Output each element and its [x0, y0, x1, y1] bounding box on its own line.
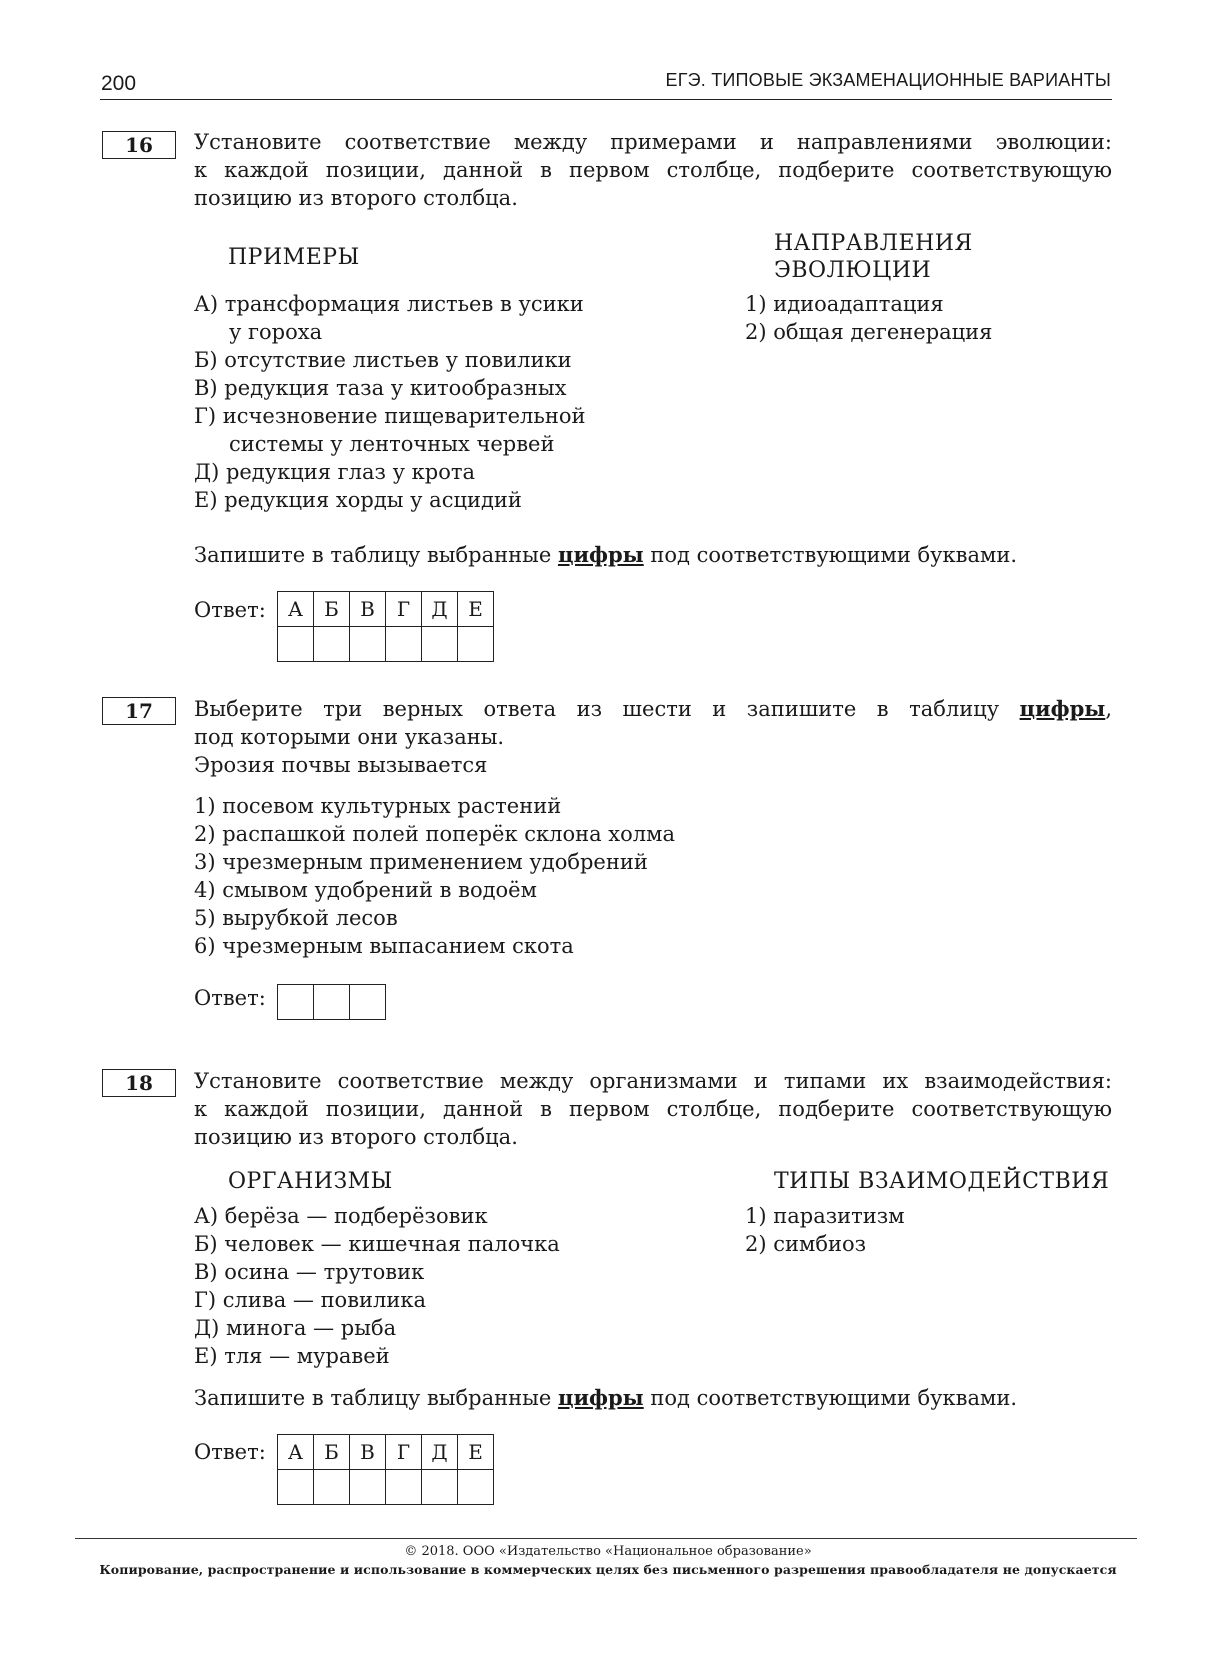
answer-input-row — [278, 985, 386, 1020]
footer-copyright: © 2018. ООО «Издательство «Национальное образование» — [404, 1544, 812, 1559]
question-17-answer-table — [277, 984, 386, 1020]
column-title-line: НАПРАВЛЕНИЯ — [774, 231, 973, 256]
list-item: 1) паразитизм — [745, 1204, 905, 1228]
answer-cell[interactable] — [278, 985, 314, 1020]
question-18-organisms-list — [194, 1202, 560, 1370]
list-item: у гороха — [229, 320, 323, 344]
answer-input-row — [278, 1470, 494, 1505]
instruction-text: Запишите в таблицу выбранные — [194, 543, 558, 567]
list-item: Г) слива — повилика — [194, 1288, 427, 1312]
answer-cell[interactable] — [314, 985, 350, 1020]
question-18-answer-table — [277, 1434, 494, 1505]
instruction-text: Запишите в таблицу выбранные — [194, 1386, 558, 1410]
answer-cell[interactable] — [386, 627, 422, 662]
column-title-line: ЭВОЛЮЦИИ — [774, 258, 932, 283]
question-17-options-list — [194, 792, 675, 960]
letter-cell: Б — [314, 592, 350, 627]
prompt-emphasis: цифры — [1019, 696, 1106, 721]
question-17-prompt — [194, 695, 1112, 779]
instruction-text: под соответствующими буквами. — [643, 543, 1018, 567]
answer-cell[interactable] — [422, 1470, 458, 1505]
list-item: А) берёза — подберёзовик — [194, 1204, 488, 1228]
answer-label: Ответ: — [194, 1440, 266, 1464]
answer-letters-row — [278, 1435, 494, 1470]
answer-cell[interactable] — [350, 1470, 386, 1505]
instruction-text: под соответствующими буквами. — [643, 1386, 1018, 1410]
question-16-directions-list — [745, 290, 992, 346]
prompt-line: под которыми они указаны. — [194, 725, 505, 749]
answer-cell[interactable] — [278, 627, 314, 662]
question-16-number: 16 — [102, 131, 176, 159]
answer-cell[interactable] — [278, 1470, 314, 1505]
question-18-interaction-types-list — [745, 1202, 905, 1258]
running-header-title: ЕГЭ. ТИПОВЫЕ ЭКЗАМЕНАЦИОННЫЕ ВАРИАНТЫ — [665, 70, 1111, 90]
question-16-prompt — [194, 128, 1112, 212]
letter-cell: Е — [458, 592, 494, 627]
prompt-line: позицию из второго столбца. — [194, 186, 518, 210]
instruction-emphasis: цифры — [557, 1385, 644, 1410]
prompt-text: , — [1105, 697, 1112, 721]
list-item: 2) общая дегенерация — [745, 320, 993, 344]
question-18-instruction — [194, 1384, 1017, 1412]
page-number: 200 — [101, 72, 137, 95]
list-item: Е) тля — муравей — [194, 1344, 390, 1368]
list-item: В) редукция таза у китообразных — [194, 376, 567, 400]
prompt-text: Выберите три верных ответа из шести и запишите в таблицу — [194, 697, 1020, 721]
list-item: системы у ленточных червей — [229, 432, 555, 456]
answer-cell[interactable] — [458, 627, 494, 662]
list-item: Г) исчезновение пищеварительной — [194, 404, 586, 428]
question-16-examples-list — [194, 290, 585, 514]
column-title-directions — [774, 230, 973, 284]
header-divider — [100, 99, 1112, 100]
column-title-organisms: ОРГАНИЗМЫ — [228, 1169, 393, 1194]
prompt-line: Установите соответствие между примерами и направлениями эволюции: — [194, 130, 1112, 154]
option-item: 1) посевом культурных растений — [194, 794, 562, 818]
letter-cell: Е — [458, 1435, 494, 1470]
prompt-line: к каждой позиции, данной в первом столбце, подберите соответствующую — [194, 158, 1112, 182]
letter-cell: Д — [422, 592, 458, 627]
answer-cell[interactable] — [386, 1470, 422, 1505]
letter-cell: А — [278, 592, 314, 627]
list-item: В) осина — трутовик — [194, 1260, 425, 1284]
answer-cell[interactable] — [422, 627, 458, 662]
list-item: 1) идиоадаптация — [745, 292, 944, 316]
list-item: Е) редукция хорды у асцидий — [194, 488, 522, 512]
letter-cell: В — [350, 1435, 386, 1470]
answer-label: Ответ: — [194, 986, 266, 1010]
option-item: 4) смывом удобрений в водоём — [194, 878, 537, 902]
column-title-interaction-types: ТИПЫ ВЗАИМОДЕЙСТВИЯ — [774, 1169, 1110, 1194]
letter-cell: Б — [314, 1435, 350, 1470]
answer-letters-row — [278, 592, 494, 627]
list-item: А) трансформация листьев в усики — [194, 292, 584, 316]
answer-cell[interactable] — [314, 627, 350, 662]
question-16-instruction — [194, 541, 1017, 569]
footer-notice: Копирование, распространение и использование в коммерческих целях без письменного разрешения правообладателя не допускается — [99, 1562, 1117, 1577]
prompt-line: Установите соответствие между организмами и типами их взаимодействия: — [194, 1069, 1112, 1093]
question-18-number: 18 — [102, 1069, 176, 1097]
prompt-line: позицию из второго столбца. — [194, 1125, 518, 1149]
list-item: Д) минога — рыба — [194, 1316, 397, 1340]
letter-cell: Д — [422, 1435, 458, 1470]
prompt-line: к каждой позиции, данной в первом столбце, подберите соответствующую — [194, 1097, 1112, 1121]
letter-cell: А — [278, 1435, 314, 1470]
option-item: 5) вырубкой лесов — [194, 906, 398, 930]
list-item: Д) редукция глаз у крота — [194, 460, 476, 484]
prompt-line: Эрозия почвы вызывается — [194, 753, 488, 777]
answer-cell[interactable] — [350, 985, 386, 1020]
option-item: 2) распашкой полей поперёк склона холма — [194, 822, 675, 846]
letter-cell: В — [350, 592, 386, 627]
list-item: Б) отсутствие листьев у повилики — [194, 348, 572, 372]
prompt-line — [194, 695, 1112, 723]
column-title-examples: ПРИМЕРЫ — [228, 245, 360, 270]
list-item: 2) симбиоз — [745, 1232, 867, 1256]
question-17-number: 17 — [102, 697, 176, 725]
instruction-emphasis: цифры — [557, 542, 644, 567]
answer-cell[interactable] — [350, 627, 386, 662]
answer-label: Ответ: — [194, 598, 266, 622]
footer-divider — [75, 1538, 1137, 1539]
letter-cell: Г — [386, 1435, 422, 1470]
question-18-prompt — [194, 1067, 1112, 1151]
letter-cell: Г — [386, 592, 422, 627]
question-16-answer-table — [277, 591, 494, 662]
answer-input-row — [278, 627, 494, 662]
answer-cell[interactable] — [314, 1470, 350, 1505]
option-item: 3) чрезмерным применением удобрений — [194, 850, 648, 874]
answer-cell[interactable] — [458, 1470, 494, 1505]
option-item: 6) чрезмерным выпасанием скота — [194, 934, 574, 958]
list-item: Б) человек — кишечная палочка — [194, 1232, 560, 1256]
